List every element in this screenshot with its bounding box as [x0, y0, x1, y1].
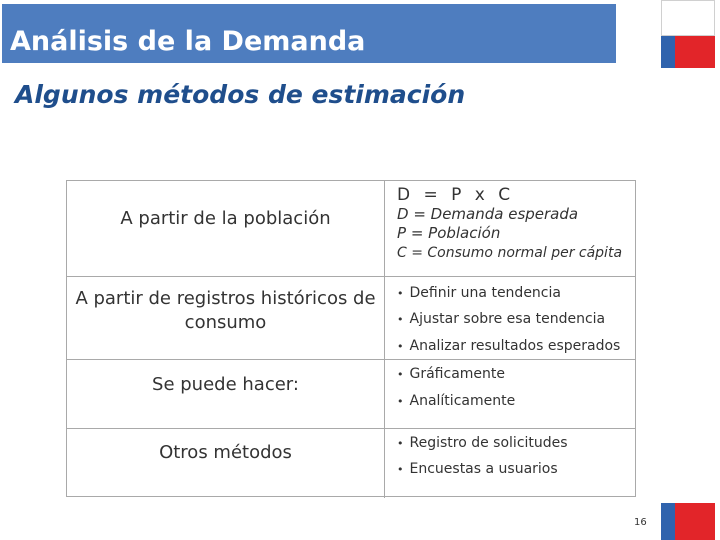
method-se-puede-hacer	[67, 360, 384, 410]
methods-table	[66, 180, 636, 497]
method-registros	[67, 277, 384, 345]
slide-subtitle: Algunos métodos de estimación	[15, 80, 466, 109]
slide-title: Análisis de la Demanda	[10, 26, 366, 57]
definition-p: P = Población	[397, 224, 501, 242]
method-label: Se puede hacer:	[152, 374, 299, 395]
page-number: 16	[634, 517, 647, 528]
method-otros	[67, 429, 384, 477]
bullet-item: • Ajustar sobre esa tendencia	[397, 311, 606, 327]
column-divider	[384, 181, 385, 498]
method-poblacion	[67, 181, 384, 257]
bullet-item: • Gráficamente	[397, 366, 506, 382]
bullet-item: • Registro de solicitudes	[397, 435, 568, 451]
chile-flag-bottom	[661, 503, 715, 540]
bullet-item: • Definir una tendencia	[397, 285, 561, 301]
bullet-item: • Encuestas a usuarios	[397, 461, 558, 477]
row-divider	[384, 359, 635, 360]
bullet-item: • Analíticamente	[397, 393, 516, 409]
method-label: A partir de registros históricos de consumo	[75, 288, 376, 333]
title-bar	[2, 4, 616, 63]
definition-c: C = Consumo normal per cápita	[397, 245, 623, 261]
chile-flag-top	[661, 0, 715, 68]
definition-d: D = Demanda esperada	[397, 205, 579, 223]
bullet-item: • Analizar resultados esperados	[397, 338, 621, 354]
formula: D = P x C	[397, 185, 515, 205]
method-label: Otros métodos	[159, 442, 292, 463]
method-label: A partir de la población	[120, 208, 331, 229]
